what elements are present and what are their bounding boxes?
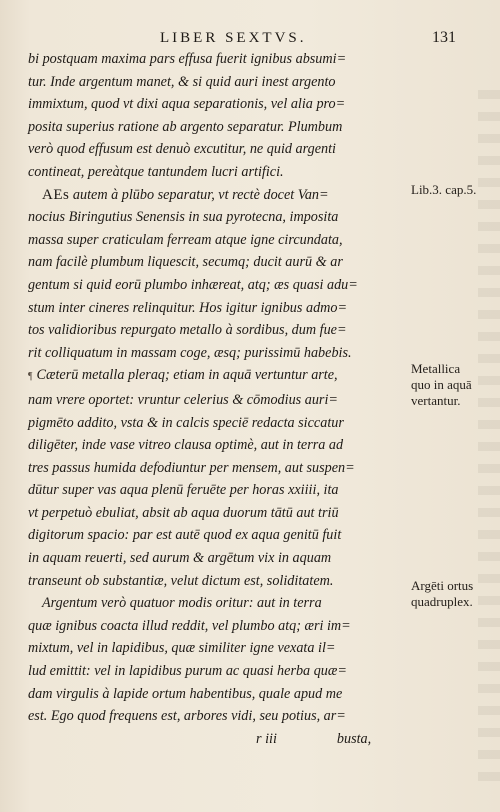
text-line: bi postquam maxima pars effusa fuerit ignibus absumi= [28, 51, 347, 67]
margin-note-line: Argēti ortus [411, 578, 474, 593]
catchword: busta, [336, 730, 372, 747]
text-line: stum inter cineres relinquitur. Hos igitur ignibus admo= [28, 299, 348, 316]
text-line: transeunt ob substantiæ, velut dictum est, soliditatem. [28, 572, 334, 589]
text-line: nocius Biringutius Senensis in sua pyrotecna, imposita [28, 209, 339, 226]
text-line: immixtum, quod vt dixi aqua separationis, vel alia pro= [28, 96, 346, 113]
text-line: vt perpetuò ebuliat, absit ab aqua duorum tātū aut triū [28, 504, 339, 521]
page-footer-line [28, 728, 406, 751]
margin-note-line: Lib.3. cap.5. [411, 182, 477, 197]
margin-note-reference [411, 182, 476, 198]
paragraph-4 [28, 592, 406, 728]
text-line: tur. Inde argentum manet, & si quid auri inest argento [28, 73, 336, 90]
paragraph-2 [28, 184, 406, 365]
text-line: mixtum, vel in lapidibus, quæ similiter igne vexata il= [28, 640, 336, 657]
text-line: in aquam reuerti, sed aurum & argētum vix in aquam [28, 550, 332, 567]
text-line: verò quod effusum est denuò excutitur, ne quid argenti [28, 141, 336, 158]
text-line-rest: Cæterū metalla pleraq; etiam in aquā vertuntur arte, [36, 367, 338, 384]
page-edge-shadow [478, 90, 500, 790]
text-line: tres passus humida defodiuntur per mensem, aut suspen= [28, 459, 355, 476]
text-line: dam virgulis à lapide ortum habentibus, quale apud me [28, 685, 343, 702]
paragraph-1 [28, 48, 406, 184]
text-line: lud emittit: vel in lapidibus purum ac quasi herba quæ= [28, 663, 347, 680]
text-line: est. Ego quod frequens est, arbores vidi, seu potius, ar= [28, 708, 346, 725]
margin-note-line: Metallica [411, 361, 461, 376]
text-line-rest: autem à plūbo separatur, vt rectè docet Van= [69, 186, 329, 203]
text-line: contineat, pereàtque tantundem lucri artifici. [28, 163, 284, 180]
running-title: LIBER SEXTVS. [160, 30, 307, 46]
text-line: rit colliquatum in massam coge, æsq; purissimū habebis. [28, 344, 352, 361]
pilcrow-mark: ¶ [28, 371, 33, 383]
text-line: tos validioribus repurgato metallo à sordibus, dum fue= [28, 322, 347, 339]
text-line [28, 364, 406, 389]
text-line: digitorum spacio: par est autē quod ex aqua genitū fuit [28, 527, 342, 544]
text-line: diligēter, inde vase vitreo clausa optimè, aut in terra ad [28, 437, 344, 454]
signature-mark: r iii [256, 730, 277, 747]
margin-note-line: quo in aquā [411, 377, 472, 392]
main-text-block [28, 48, 406, 750]
text-line: dūtur super vas aqua plenū feruēte per horas xxiiii, ita [28, 482, 339, 499]
text-line: Argentum verò quatuor modis oritur: aut in terra [42, 595, 322, 612]
text-line: gentum si quid eorū plumbo inhæreat, atq; æs quasi adu= [28, 276, 358, 293]
text-line: quæ ignibus coacta illud reddit, vel plumbo atq; æri im= [28, 617, 351, 634]
paragraph-3 [28, 364, 406, 592]
page-number: 131 [432, 29, 456, 46]
text-line: nam facilè plumbum liquescit, secumq; ducit aurū & ar [28, 254, 343, 271]
initial-letters: AEs [42, 186, 70, 203]
margin-note-argenti [411, 578, 473, 610]
margin-note-metallica [411, 361, 472, 409]
text-line: massa super craticulam ferream atque igne circundata, [28, 231, 343, 248]
text-line: pigmēto addito, vsta & in calcis speciē redacta siccatur [28, 414, 344, 431]
text-line [28, 184, 406, 207]
margin-note-line: vertantur. [411, 393, 461, 408]
text-line: posita superius ratione ab argento separatur. Plumbum [28, 118, 343, 135]
text-line: nam vrere oportet: vruntur celerius & cōmodius auri= [28, 391, 338, 408]
margin-note-line: quadruplex. [411, 594, 473, 609]
